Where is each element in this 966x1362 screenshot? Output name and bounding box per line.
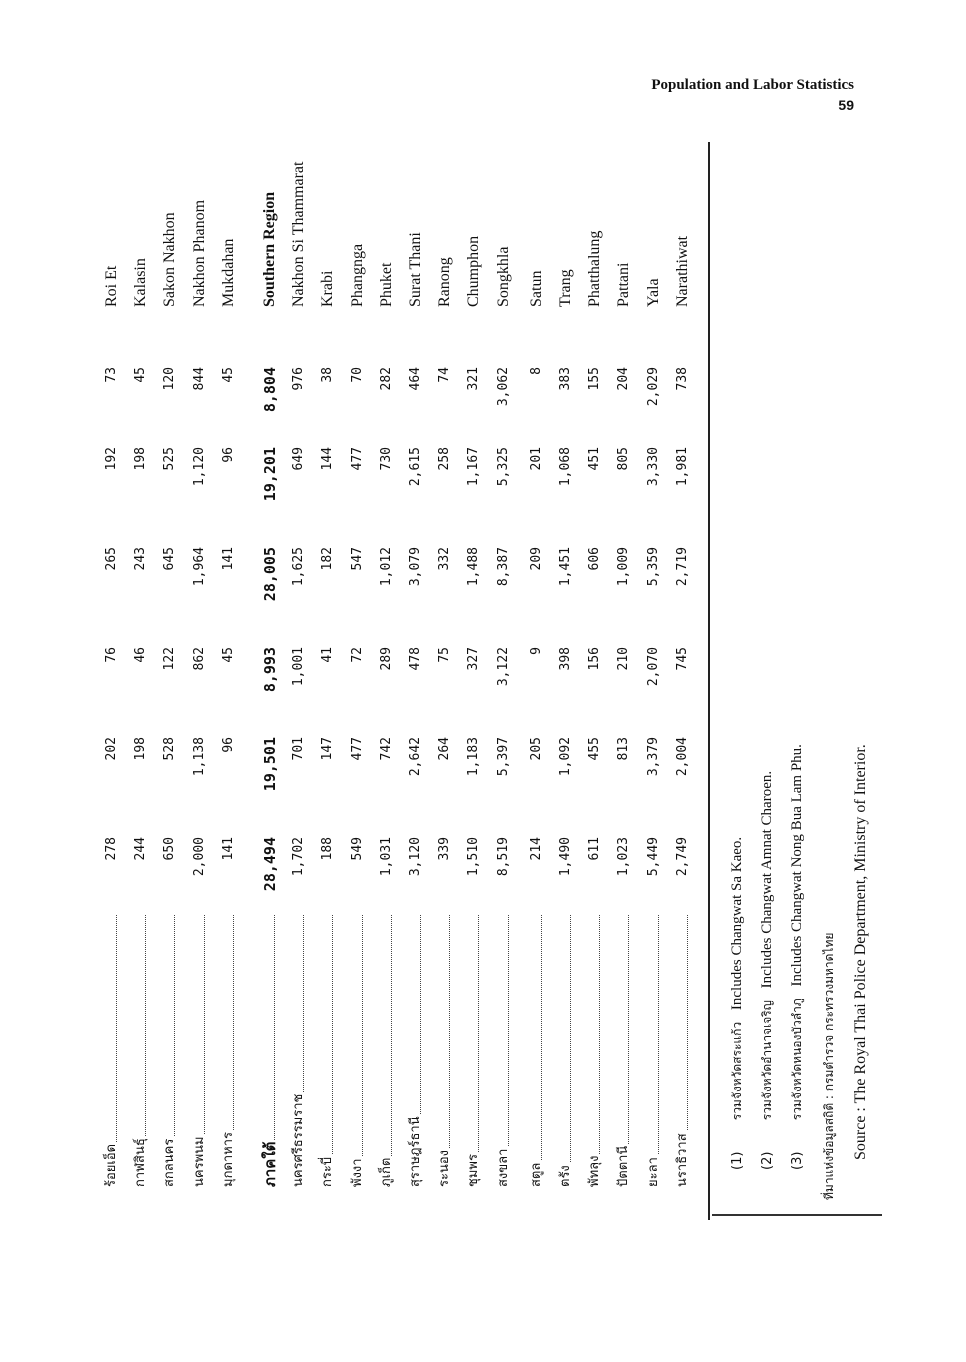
value-cell: 3,062 — [495, 367, 511, 407]
english-province-name: Phatthalung — [586, 230, 604, 307]
value-cell: 1,001 — [291, 647, 307, 687]
table-row — [287, 47, 311, 1187]
thai-province-name: พัทลุง — [583, 907, 607, 1187]
value-cell: 1,167 — [466, 447, 482, 487]
thai-province-name: ยะลา — [642, 907, 666, 1187]
value-cell: 19,201 — [261, 447, 279, 502]
value-cell: 258 — [437, 447, 453, 471]
value-cell: 209 — [528, 547, 544, 571]
value-cell: 332 — [437, 547, 453, 571]
value-cell: 745 — [674, 647, 690, 671]
value-cell: 477 — [349, 447, 365, 471]
value-cell: 813 — [616, 737, 632, 761]
value-cell: 188 — [320, 837, 336, 861]
value-cell: 1,120 — [191, 447, 207, 487]
table-row — [316, 47, 340, 1187]
english-province-name: Songkhla — [494, 246, 512, 307]
value-cell: 451 — [587, 447, 603, 471]
value-cell: 611 — [587, 837, 603, 861]
value-cell: 70 — [349, 367, 365, 383]
english-province-name: Satun — [527, 270, 545, 307]
value-cell: 282 — [378, 367, 394, 391]
thai-province-name: กาฬสินธุ์ — [129, 907, 153, 1187]
english-province-name: Ranong — [436, 257, 454, 307]
region-row — [258, 47, 282, 1187]
table-row — [462, 47, 486, 1187]
thai-province-name: มุกดาหาร — [217, 907, 241, 1187]
table-row — [404, 47, 428, 1187]
english-province-name: Pattani — [615, 262, 633, 307]
table-row — [375, 47, 399, 1187]
value-cell: 46 — [133, 647, 149, 663]
english-province-name: Mukdahan — [219, 238, 237, 307]
value-cell: 28,005 — [261, 547, 279, 602]
value-cell: 8 — [528, 367, 544, 375]
value-cell: 339 — [437, 837, 453, 861]
footnote-english: Includes Changwat Amnat Charoen. — [759, 770, 775, 989]
english-province-name: Nakhon Phanom — [190, 199, 208, 307]
value-cell: 398 — [558, 647, 573, 671]
table-row — [158, 47, 182, 1187]
value-cell: 96 — [220, 737, 236, 753]
value-cell: 1,702 — [291, 837, 307, 877]
english-province-name: Chumphon — [465, 235, 483, 307]
table-row — [100, 47, 124, 1187]
value-cell: 464 — [408, 367, 423, 391]
english-province-name: Yala — [644, 278, 662, 307]
source-english: Source : The Royal Thai Police Department, Ministry of Interior. — [852, 744, 869, 1160]
value-cell: 1,183 — [466, 737, 482, 777]
value-cell: 45 — [133, 367, 149, 383]
thai-province-name: พังงา — [346, 907, 370, 1187]
value-cell: 5,359 — [645, 547, 661, 587]
value-cell: 45 — [220, 647, 236, 663]
value-cell: 1,964 — [191, 547, 207, 587]
value-cell: 38 — [320, 367, 336, 383]
value-cell: 198 — [133, 447, 149, 471]
value-cell: 182 — [320, 547, 336, 571]
value-cell: 650 — [162, 837, 178, 861]
value-cell: 2,004 — [674, 737, 690, 777]
thai-province-name: ร้อยเอ็ด — [100, 907, 124, 1187]
value-cell: 1,012 — [378, 547, 394, 587]
table-row — [188, 47, 212, 1187]
value-cell: 144 — [320, 447, 336, 471]
english-province-name: Southern Region — [261, 191, 278, 307]
value-cell: 278 — [104, 837, 119, 861]
thai-province-name: นราธิวาส — [671, 907, 695, 1187]
value-cell: 1,068 — [558, 447, 573, 487]
footnote-thai: รวมจังหวัดหนองบัวลำภู — [790, 998, 804, 1121]
value-cell: 2,070 — [645, 647, 661, 687]
value-cell: 204 — [616, 367, 632, 391]
thai-province-name: ตรัง — [554, 907, 578, 1187]
english-province-name: Surat Thani — [407, 232, 424, 307]
value-cell: 1,009 — [616, 547, 632, 587]
value-cell: 3,379 — [645, 737, 661, 777]
thai-province-name: กระบี่ — [316, 907, 340, 1187]
footnote-1 — [725, 837, 750, 1170]
source-thai: ที่มาแห่งข้อมูลสถิติ : กรมตำรวจ กระทรวงมหาดไทย — [822, 932, 836, 1200]
thai-province-name: สกลนคร — [158, 907, 182, 1187]
value-cell: 202 — [104, 737, 119, 761]
value-cell: 5,325 — [495, 447, 511, 487]
footnote-2 — [755, 771, 780, 1170]
running-title: Population and Labor Statistics — [651, 77, 854, 93]
english-province-name: Phangnga — [348, 243, 366, 307]
value-cell: 201 — [528, 447, 544, 471]
value-cell: 41 — [320, 647, 336, 663]
table-row — [612, 47, 636, 1187]
value-cell: 477 — [349, 737, 365, 761]
table-row — [525, 47, 549, 1187]
value-cell: 2,642 — [408, 737, 423, 777]
value-cell: 198 — [133, 737, 149, 761]
value-cell: 455 — [587, 737, 603, 761]
value-cell: 606 — [587, 547, 603, 571]
footnote-number: (1) — [730, 1151, 745, 1170]
value-cell: 3,330 — [645, 447, 661, 487]
value-cell: 3,079 — [408, 547, 423, 587]
value-cell: 155 — [587, 367, 603, 391]
value-cell: 244 — [133, 837, 149, 861]
value-cell: 742 — [378, 737, 394, 761]
value-cell: 289 — [378, 647, 394, 671]
english-province-name: Nakhon Si Thammarat — [290, 161, 308, 307]
value-cell: 1,138 — [191, 737, 207, 777]
value-cell: 75 — [437, 647, 453, 663]
thai-province-name: ระนอง — [433, 907, 457, 1187]
value-cell: 844 — [191, 367, 207, 391]
value-cell: 701 — [291, 737, 307, 761]
value-cell: 122 — [162, 647, 178, 671]
value-cell: 9 — [528, 647, 544, 655]
value-cell: 243 — [133, 547, 149, 571]
page-number: 59 — [838, 97, 854, 113]
value-cell: 2,719 — [674, 547, 690, 587]
value-cell: 192 — [104, 447, 119, 471]
value-cell: 8,804 — [261, 367, 279, 413]
value-cell: 3,122 — [495, 647, 511, 687]
value-cell: 141 — [220, 547, 236, 571]
table-row — [492, 47, 516, 1187]
value-cell: 976 — [291, 367, 307, 391]
english-province-name: Sakon Nakhon — [161, 212, 179, 307]
table-row — [554, 47, 578, 1187]
english-province-name: Kalasin — [132, 258, 150, 307]
footnote-thai: รวมจังหวัดอำนาจเจริญ — [760, 1000, 774, 1121]
value-cell: 5,449 — [645, 837, 661, 877]
footnote-number: (3) — [790, 1151, 805, 1170]
value-cell: 8,993 — [261, 647, 279, 693]
value-cell: 5,397 — [495, 737, 511, 777]
value-cell: 214 — [528, 837, 544, 861]
english-province-name: Phuket — [377, 262, 395, 307]
value-cell: 1,023 — [616, 837, 632, 877]
thai-province-name: นครพนม — [188, 907, 212, 1187]
value-cell: 738 — [674, 367, 690, 391]
value-cell: 2,749 — [674, 837, 690, 877]
english-province-name: Narathiwat — [673, 235, 691, 307]
value-cell: 8,519 — [495, 837, 511, 877]
value-cell: 1,031 — [378, 837, 394, 877]
table-row — [346, 47, 370, 1187]
table-row — [583, 47, 607, 1187]
english-province-name: Krabi — [319, 270, 337, 307]
value-cell: 73 — [104, 367, 119, 383]
value-cell: 1,488 — [466, 547, 482, 587]
value-cell: 76 — [104, 647, 119, 663]
value-cell: 74 — [437, 367, 453, 383]
table-row — [217, 47, 241, 1187]
value-cell: 205 — [528, 737, 544, 761]
value-cell: 1,490 — [558, 837, 573, 877]
value-cell: 1,625 — [291, 547, 307, 587]
value-cell: 478 — [408, 647, 423, 671]
value-cell: 730 — [378, 447, 394, 471]
value-cell: 547 — [349, 547, 365, 571]
value-cell: 141 — [220, 837, 236, 861]
value-cell: 265 — [104, 547, 119, 571]
value-cell: 1,510 — [466, 837, 482, 877]
value-cell: 1,981 — [674, 447, 690, 487]
value-cell: 327 — [466, 647, 482, 671]
value-cell: 45 — [220, 367, 236, 383]
thai-province-name: สงขลา — [492, 907, 516, 1187]
thai-province-name: ภาคใต้ — [258, 907, 282, 1187]
value-cell: 147 — [320, 737, 336, 761]
value-cell: 19,501 — [261, 737, 279, 792]
value-cell: 72 — [349, 647, 365, 663]
table-row — [433, 47, 457, 1187]
value-cell: 862 — [191, 647, 207, 671]
thai-province-name: สุราษฎร์ธานี — [404, 907, 428, 1187]
footnote-3 — [785, 744, 810, 1170]
value-cell: 805 — [616, 447, 632, 471]
value-cell: 120 — [162, 367, 178, 391]
thai-province-name: สตูล — [525, 907, 549, 1187]
value-cell: 210 — [616, 647, 632, 671]
value-cell: 2,615 — [408, 447, 423, 487]
value-cell: 649 — [291, 447, 307, 471]
thai-province-name: ชุมพร — [462, 907, 486, 1187]
thai-province-name: นครศรีธรรมราช — [287, 907, 311, 1187]
english-province-name: Roi Et — [103, 265, 120, 307]
value-cell: 96 — [220, 447, 236, 463]
footnote-number: (2) — [760, 1151, 775, 1170]
value-cell: 525 — [162, 447, 178, 471]
value-cell: 528 — [162, 737, 178, 761]
english-province-name: Trang — [557, 269, 574, 307]
value-cell: 1,451 — [558, 547, 573, 587]
footnote-english: Includes Changwat Sa Kaeo. — [729, 836, 745, 1011]
value-cell: 264 — [437, 737, 453, 761]
footnote-thai: รวมจังหวัดสระแก้ว — [730, 1021, 744, 1121]
value-cell: 3,120 — [408, 837, 423, 877]
thai-province-name: ภูเก็ต — [375, 907, 399, 1187]
value-cell: 321 — [466, 367, 482, 391]
value-cell: 549 — [349, 837, 365, 861]
table-row — [129, 47, 153, 1187]
value-cell: 28,494 — [261, 837, 279, 892]
value-cell: 8,387 — [495, 547, 511, 587]
value-cell: 2,000 — [191, 837, 207, 877]
value-cell: 1,092 — [558, 737, 573, 777]
value-cell: 383 — [558, 367, 573, 391]
table-row — [671, 47, 695, 1187]
thai-province-name: ปัตตานี — [612, 907, 636, 1187]
value-cell: 2,029 — [645, 367, 661, 407]
table-row — [642, 47, 666, 1187]
value-cell: 156 — [587, 647, 603, 671]
value-cell: 645 — [162, 547, 178, 571]
footnote-english: Includes Changwat Nong Bua Lam Phu. — [789, 744, 805, 987]
